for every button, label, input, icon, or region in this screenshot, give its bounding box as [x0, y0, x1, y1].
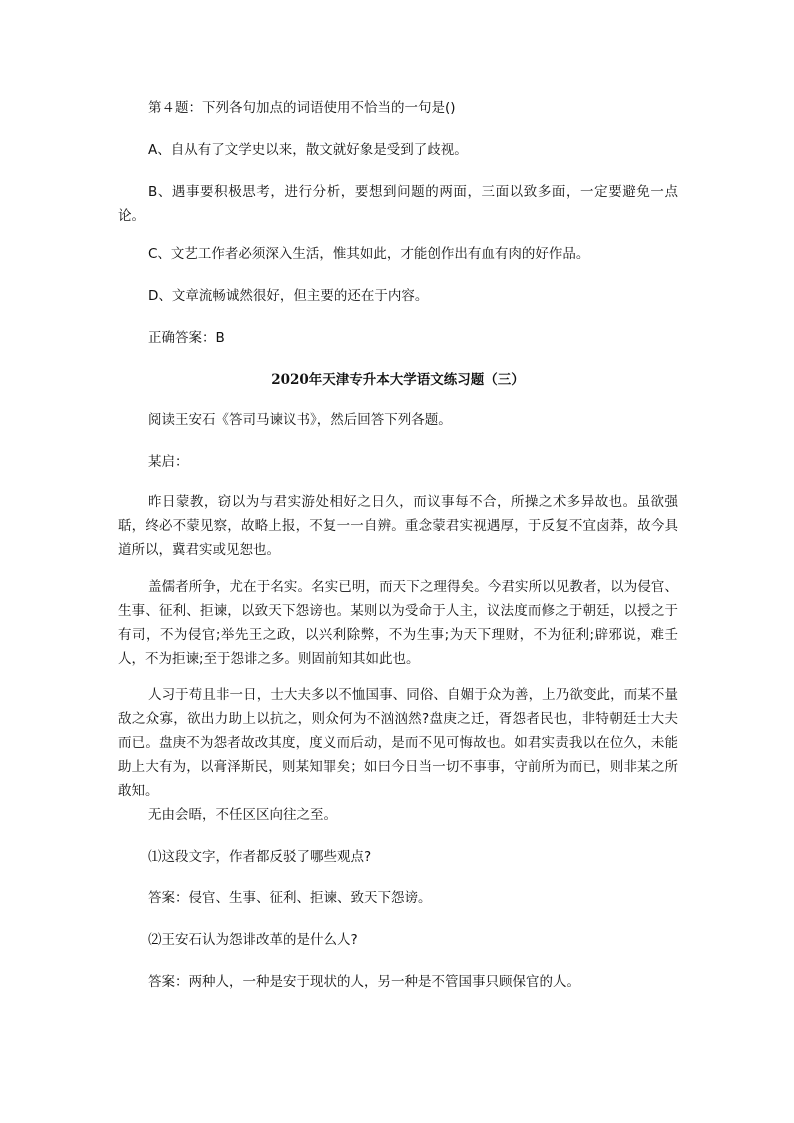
question-4-stem: 第４题：下列各句加点的词语使用不恰当的一句是() [148, 100, 456, 116]
answer-2: 答案：两种人，一种是安于现状的人，另一种是不管国事只顾保官的人。 [148, 974, 580, 990]
answer-1: 答案：侵官、生事、征利、拒谏、致天下怨谤。 [148, 890, 432, 906]
letter-paragraph-2: 盖儒者所争，尤在于名实。名实已明，而天下之理得矣。今君实所以见教者，以为侵官、生事、征利、拒谏，以致天下怨谤也。某则以为受命于人主，议法度而修之于朝廷，以授之于有司，不为侵官;举先王之政，以兴利除弊，不为生事;为天下理财，不为征利;辟邪说，难壬人，不为拒谏;至于怨诽之多。则固前知其如此也。 [118, 579, 678, 667]
option-c: C、文艺工作者必须深入生活，惟其如此，才能创作出有血有肉的好作品。 [148, 246, 590, 262]
reading-instruction: 阅读王安石《答司马谏议书》，然后回答下列各题。 [148, 412, 452, 428]
correct-answer: 正确答案：B [148, 330, 225, 346]
letter-closing: 无由会晤，不任区区向往之至。 [148, 807, 337, 823]
option-d: D、文章流畅诚然很好，但主要的还在于内容。 [148, 288, 429, 304]
letter-paragraph-1: 昨日蒙教，窃以为与君实游处相好之日久，而议事每不合，所操之术多异故也。虽欲强聒，终必不蒙见察，故略上报，不复一一自辨。重念蒙君实视遇厚，于反复不宜卤莽，故今具道所以，冀君实或见恕也。 [118, 494, 678, 558]
letter-salutation: 某启： [148, 454, 189, 470]
option-a: A、自从有了文学史以来，散文就好象是受到了歧视。 [148, 142, 468, 158]
question-2: ⑵王安石认为怨诽改革的是什么人? [148, 932, 358, 948]
option-b: B、遇事要积极思考，进行分析，要想到问题的两面，三面以致多面，一定要避免一点论。 [118, 184, 678, 224]
question-1: ⑴这段文字，作者都反驳了哪些观点? [148, 849, 372, 865]
section-title: 2020年天津专升本大学语文练习题（三） [271, 372, 525, 388]
letter-paragraph-3: 人习于苟且非一日，士大夫多以不恤国事、同俗、自媚于众为善，上乃欲变此，而某不量敌之众寡，欲出力助上以抗之，则众何为不汹汹然?盘庚之迁，胥怨者民也，非特朝廷士大夫而已。盘庚不为怨者故改其度，度义而后动，是而不见可悔故也。如君实责我以在位久，未能助上大有为，以膏泽斯民，则某知罪矣；如曰今日当一切不事事，守前所为而已，则非某之所敢知。 [118, 687, 678, 799]
